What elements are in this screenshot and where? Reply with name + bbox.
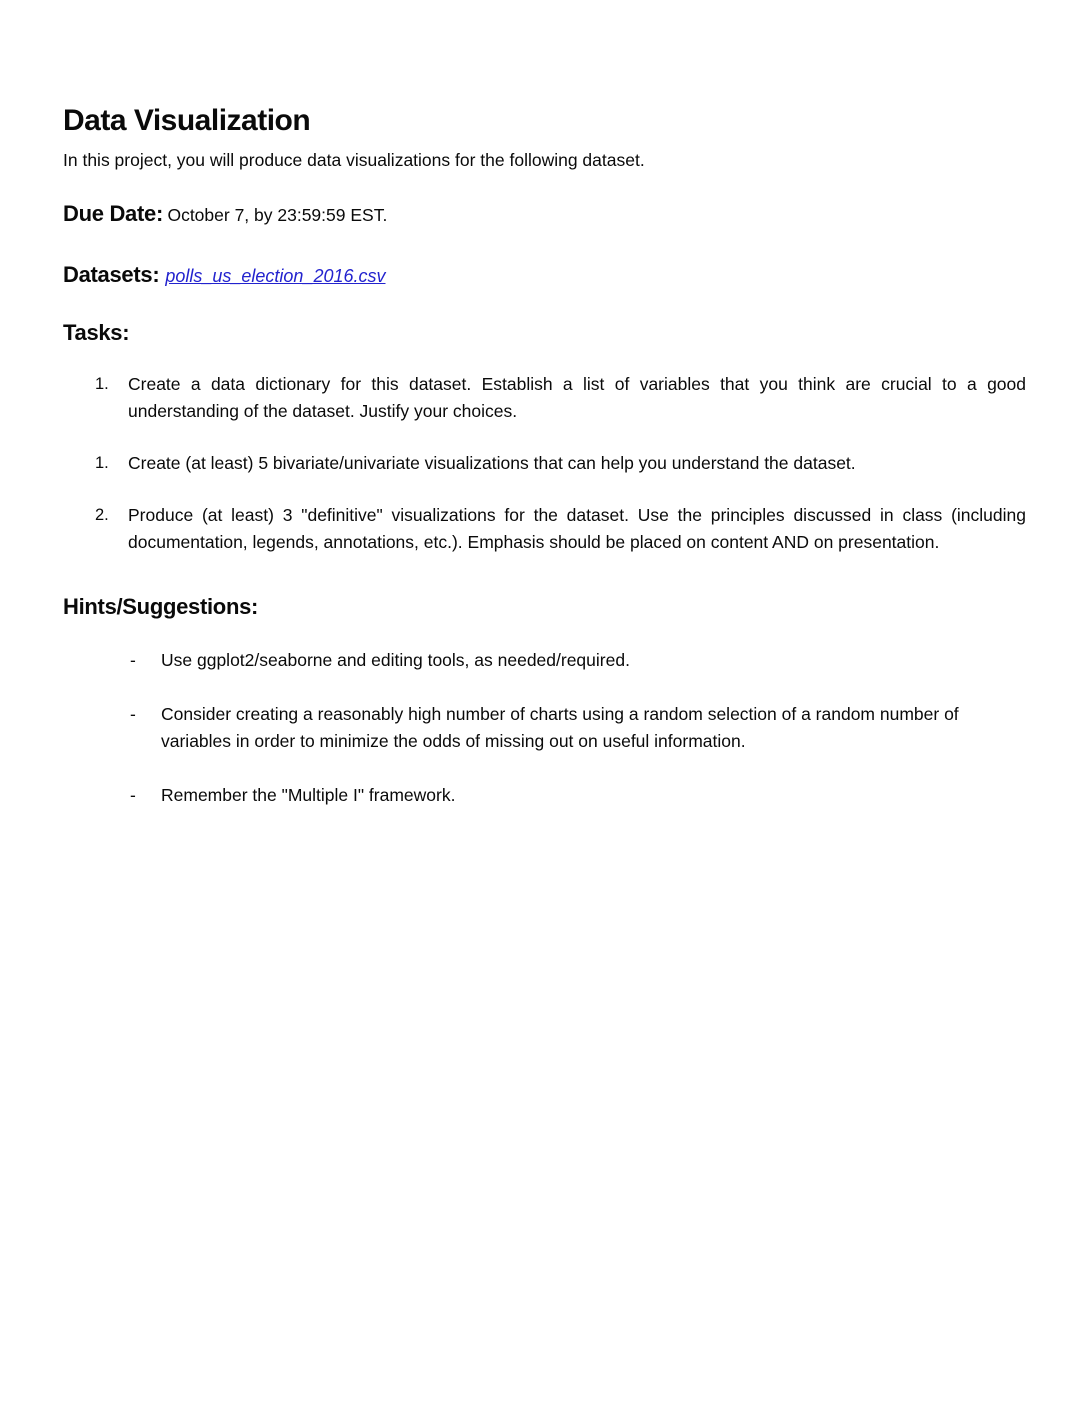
task-number: 2. (95, 505, 109, 524)
hint-dash-marker: - (130, 704, 136, 725)
page-title: Data Visualization (63, 104, 311, 137)
due-date-value: October 7, by 23:59:59 EST. (167, 204, 388, 225)
hints-heading: Hints/Suggestions: (63, 593, 259, 619)
due-date-row (63, 200, 1026, 231)
hint-item (130, 782, 1026, 809)
task-text: Create a data dictionary for this dataset. Establish a list of variables that you think are crucial to a good understanding of the dataset. Justify your choices. (128, 373, 1026, 421)
task-item (95, 371, 1026, 425)
due-date-label: Due Date: (63, 200, 163, 226)
task-item (95, 450, 1026, 477)
tasks-heading: Tasks: (63, 319, 130, 345)
dataset-link[interactable]: polls_us_election_2016.csv (165, 265, 386, 286)
tasks-list (63, 371, 1026, 556)
task-text: Create (at least) 5 bivariate/univariate visualizations that can help you understand the dataset. (128, 452, 856, 473)
task-number: 1. (95, 453, 109, 472)
hint-item (130, 647, 1026, 674)
hint-dash-marker: - (130, 650, 136, 671)
hint-text: Remember the "Multiple I" framework. (161, 785, 456, 806)
datasets-row (63, 261, 1026, 292)
task-text: Produce (at least) 3 "definitive" visualizations for the dataset. Use the principles discussed in class (including documentation, legends, annotations, etc.). Emphasis should be placed on content AND on presentation. (128, 504, 1026, 552)
hints-list (63, 647, 1026, 809)
hint-text: Consider creating a reasonably high number of charts using a random selection of a random number of variables in order to minimize the odds of missing out on useful information. (161, 704, 959, 752)
datasets-label: Datasets: (63, 261, 160, 287)
task-number: 1. (95, 374, 109, 393)
hint-item (130, 701, 1026, 755)
hint-dash-marker: - (130, 785, 136, 806)
intro-paragraph: In this project, you will produce data visualizations for the following dataset. (63, 149, 645, 170)
task-item (95, 502, 1026, 556)
hint-text: Use ggplot2/seaborne and editing tools, as needed/required. (161, 650, 630, 671)
